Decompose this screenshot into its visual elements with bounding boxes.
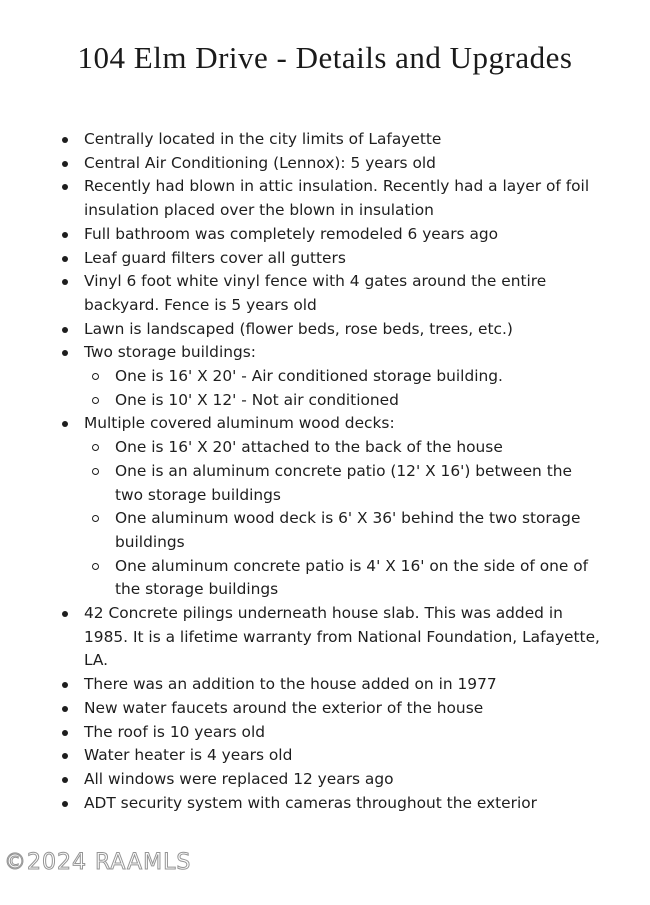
list-item: Leaf guard filters cover all gutters	[62, 247, 602, 271]
sublist-item: One aluminum wood deck is 6' X 36' behind the two storage buildings	[84, 507, 602, 554]
list-item-label: Two storage buildings:	[84, 343, 256, 362]
copyright-watermark: ©2024 RAAMLS	[4, 850, 192, 875]
list-item: All windows were replaced 12 years ago	[62, 768, 602, 792]
page-title: 104 Elm Drive - Details and Upgrades	[77, 40, 573, 75]
list-item: Full bathroom was completely remodeled 6 years ago	[62, 223, 602, 247]
list-item-decks	[62, 412, 602, 602]
details-list	[62, 128, 602, 815]
list-item-storage	[62, 341, 602, 412]
storage-sublist	[84, 365, 602, 412]
list-item: Centrally located in the city limits of Lafayette	[62, 128, 602, 152]
sublist-item: One is an aluminum concrete patio (12' X 16') between the two storage buildings	[84, 460, 602, 507]
list-item: New water faucets around the exterior of the house	[62, 697, 602, 721]
list-item: There was an addition to the house added on in 1977	[62, 673, 602, 697]
sublist-item: One aluminum concrete patio is 4' X 16' on the side of one of the storage buildings	[84, 555, 602, 602]
sublist-item: One is 10' X 12' - Not air conditioned	[84, 389, 602, 413]
list-item: Water heater is 4 years old	[62, 744, 602, 768]
sublist-item: One is 16' X 20' attached to the back of the house	[84, 436, 602, 460]
list-item: Recently had blown in attic insulation. Recently had a layer of foil insulation placed over the blown in insulation	[62, 175, 602, 222]
list-item: Central Air Conditioning (Lennox): 5 years old	[62, 152, 602, 176]
list-item: Vinyl 6 foot white vinyl fence with 4 gates around the entire backyard. Fence is 5 years old	[62, 270, 602, 317]
list-item: 42 Concrete pilings underneath house slab. This was added in 1985. It is a lifetime warranty from National Foundation, Lafayette, LA.	[62, 602, 602, 673]
sublist-item: One is 16' X 20' - Air conditioned storage building.	[84, 365, 602, 389]
list-item: ADT security system with cameras throughout the exterior	[62, 792, 602, 816]
list-item-label: Multiple covered aluminum wood decks:	[84, 414, 395, 433]
decks-sublist	[84, 436, 602, 602]
list-item: The roof is 10 years old	[62, 721, 602, 745]
list-item: Lawn is landscaped (flower beds, rose beds, trees, etc.)	[62, 318, 602, 342]
